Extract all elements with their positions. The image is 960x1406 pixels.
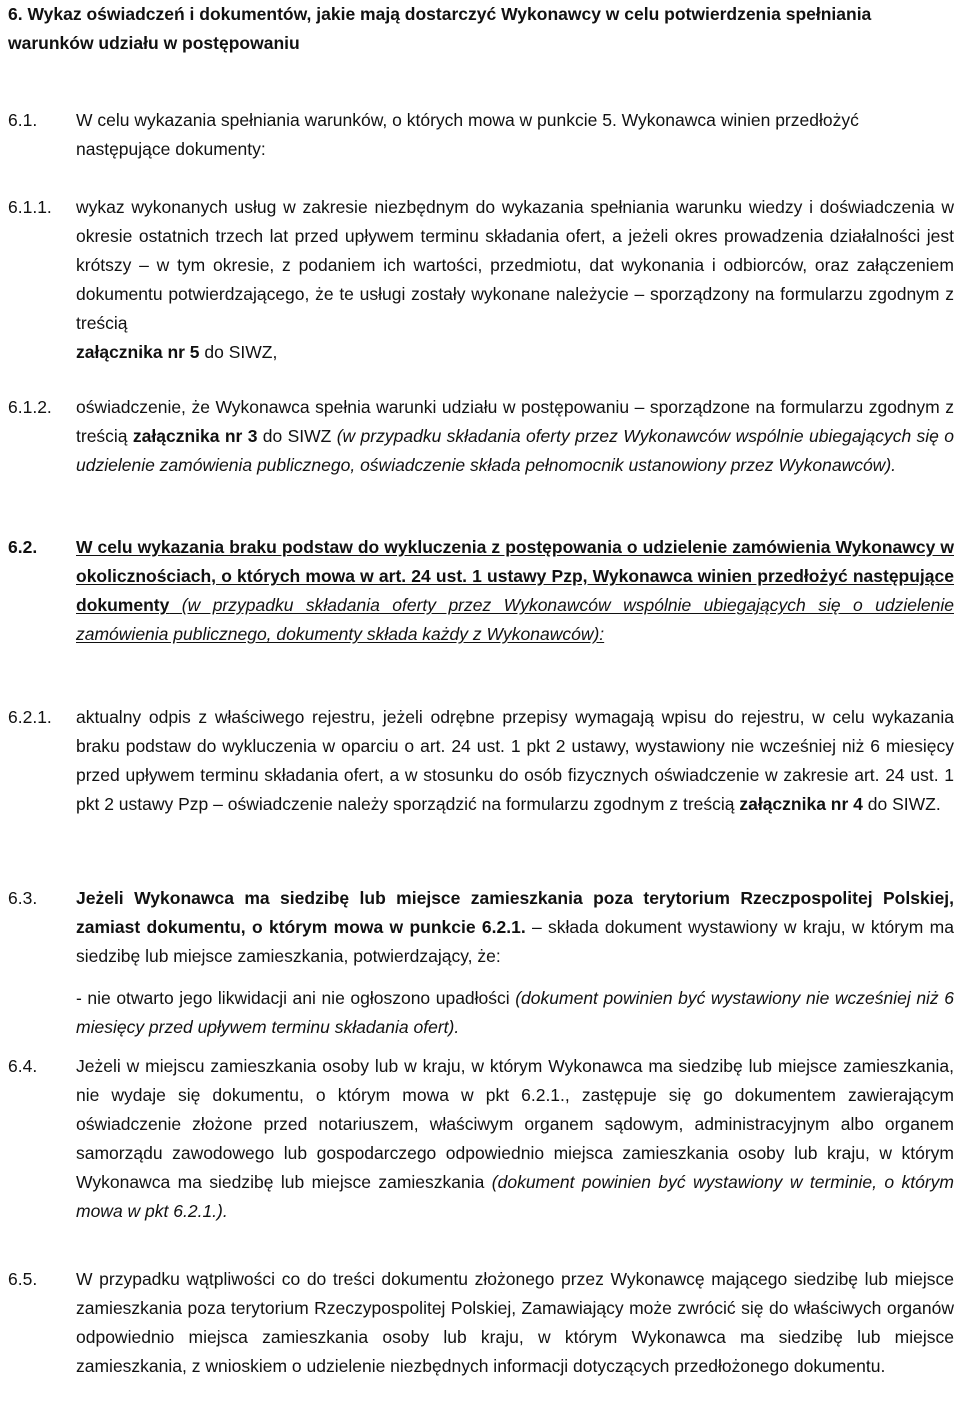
section-6-1-2 bbox=[8, 393, 954, 480]
bold-text: Jeżeli Wykonawca ma siedzibę lub miejsce zamieszkania poza terytorium Rzeczpospolitej Polskiej, zamiast dokumentu, o którym mowa w punkcie 6.2.1. bbox=[76, 888, 954, 937]
section-text bbox=[76, 393, 954, 480]
text-body: Jeżeli w miejscu zamieszkania osoby lub w kraju, w którym Wykonawca ma siedzibę lub miejsce zamieszkania, nie wydaje się dokumentu, o którym mowa w pkt 6.2.1., zastępuje się go dokumentem zawierającym oświadczenie złożone przed notariuszem, właściwym organem sądowym, administracyjnym albo organem samorządu zawodowego lub gospodarczego odpowiednio miejsca zamieszkania osoby lub kraju, w którym Wykonawca ma siedzibę lub miejsce zamieszkania bbox=[76, 1056, 954, 1192]
section-number: 6.5. bbox=[8, 1269, 38, 1289]
section-number: 6.3. bbox=[8, 888, 38, 908]
attachment-ref: załącznika nr 5 bbox=[76, 342, 200, 362]
section-text bbox=[76, 533, 954, 649]
section-6-4 bbox=[8, 1052, 954, 1226]
section-heading: 6. Wykaz oświadczeń i dokumentów, jakie mają dostarczyć Wykonawcy w celu potwierdzenia spełniania warunków udziału w postępowaniu bbox=[8, 4, 872, 53]
section-text bbox=[76, 1052, 954, 1226]
text-body: aktualny odpis z właściwego rejestru, jeżeli odrębne przepisy wymagają wpisu do rejestru, w celu wykazania braku podstaw do wykluczenia w oparciu o art. 24 ust. 1 pkt 2 ustawy, wystawiony nie wcześniej niż 6 miesięcy przed upływem terminu składania ofert, a w stosunku do osób fizycznych oświadczenie w zakresie art. 24 ust. 1 pkt 2 ustawy Pzp – oświadczenie należy sporządzić na formularzu zgodnym z treścią bbox=[76, 707, 954, 814]
section-text: W celu wykazania spełniania warunków, o których mowa w punkcie 5. Wykonawca winien przedłożyć następujące dokumenty: bbox=[76, 110, 859, 159]
section-6-3 bbox=[8, 884, 954, 971]
text-body: wykaz wykonanych usług w zakresie niezbędnym do wykazania spełniania warunku wiedzy i doświadczenia w okresie ostatnich trzech lat przed upływem terminu składania ofert, a jeżeli okres prowadzenia działalności jest krótszy – w tym okresie, z podaniem ich wartości, przedmiotu, dat wykonania i odbiorców, oraz załączeniem dokumentu potwierdzającego, że te usługi zostały wykonane należycie – sporządzony na formularzu zgodnym z treścią bbox=[76, 197, 954, 333]
text-body: – składa dokument wystawiony w kraju, w którym ma siedzibę lub miejsce zamieszkania, potwierdzający, że: bbox=[76, 917, 954, 966]
section-number: 6.4. bbox=[8, 1056, 38, 1076]
section-number: 6.2.1. bbox=[8, 707, 52, 727]
bold-text: W celu wykazania braku podstaw do wykluczenia z postępowania o udzielenie zamówienia Wykonawcy w okolicznościach, o których mowa w art. 24 ust. 1 ustawy Pzp, Wykonawca winien przedłożyć następujące dokumenty bbox=[76, 537, 954, 615]
section-text: W przypadku wątpliwości co do treści dokumentu złożonego przez Wykonawcę mającego siedzibę lub miejsce zamieszkania poza terytorium Rzeczypospolitej Polskiej, Zamawiający może zwrócić się do właściwych organów odpowiednio miejsca zamieszkania osoby lub kraju, w którym Wykonawca ma siedzibę lub miejsce zamieszkania, z wnioskiem o udzielenie niezbędnych informacji dotyczących przedłożonego dokumentu. bbox=[76, 1269, 954, 1376]
section-6-1-1 bbox=[8, 193, 954, 367]
italic-note: (dokument powinien być wystawiony nie wcześniej niż 6 miesięcy przed upływem terminu składania ofert). bbox=[76, 988, 954, 1037]
section-number: 6.1. bbox=[8, 110, 38, 130]
section-text bbox=[76, 193, 954, 367]
text-mid: do SIWZ bbox=[257, 426, 337, 446]
italic-note: (dokument powinien być wystawiony w terminie, o którym mowa w pkt 6.2.1.). bbox=[76, 1172, 954, 1221]
section-6-2 bbox=[8, 533, 954, 649]
italic-note: (w przypadku składania oferty przez Wykonawców wspólnie ubiegających się o udzielenie zamówienia publicznego, oświadczenie składa pełnomocnik ustanowiony przez Wykonawców). bbox=[76, 426, 954, 475]
italic-note: (w przypadku składania oferty przez Wykonawców wspólnie ubiegających się o udzielenie zamówienia publicznego, dokumenty składa każdy z Wykonawców): bbox=[76, 595, 954, 644]
section-number: 6.1.2. bbox=[8, 397, 52, 417]
text-body: oświadczenie, że Wykonawca spełnia warunki udziału w postępowaniu – sporządzone na formularzu zgodnym z treścią bbox=[76, 397, 954, 446]
text-tail: do SIWZ, bbox=[199, 342, 278, 362]
section-6-3-condition bbox=[76, 984, 954, 1042]
attachment-ref: załącznika nr 3 bbox=[132, 426, 258, 446]
section-number: 6.1.1. bbox=[8, 197, 52, 217]
text-tail: do SIWZ. bbox=[862, 794, 941, 814]
condition-text: - nie otwarto jego likwidacji ani nie ogłoszono upadłości bbox=[76, 988, 516, 1008]
section-6-2-1 bbox=[8, 703, 954, 819]
section-text bbox=[76, 884, 954, 971]
section-6-5 bbox=[8, 1265, 954, 1381]
section-number: 6.2. bbox=[8, 537, 38, 557]
attachment-ref: załącznika nr 4 bbox=[739, 794, 863, 814]
section-6-1 bbox=[8, 106, 954, 164]
section-text bbox=[76, 703, 954, 819]
